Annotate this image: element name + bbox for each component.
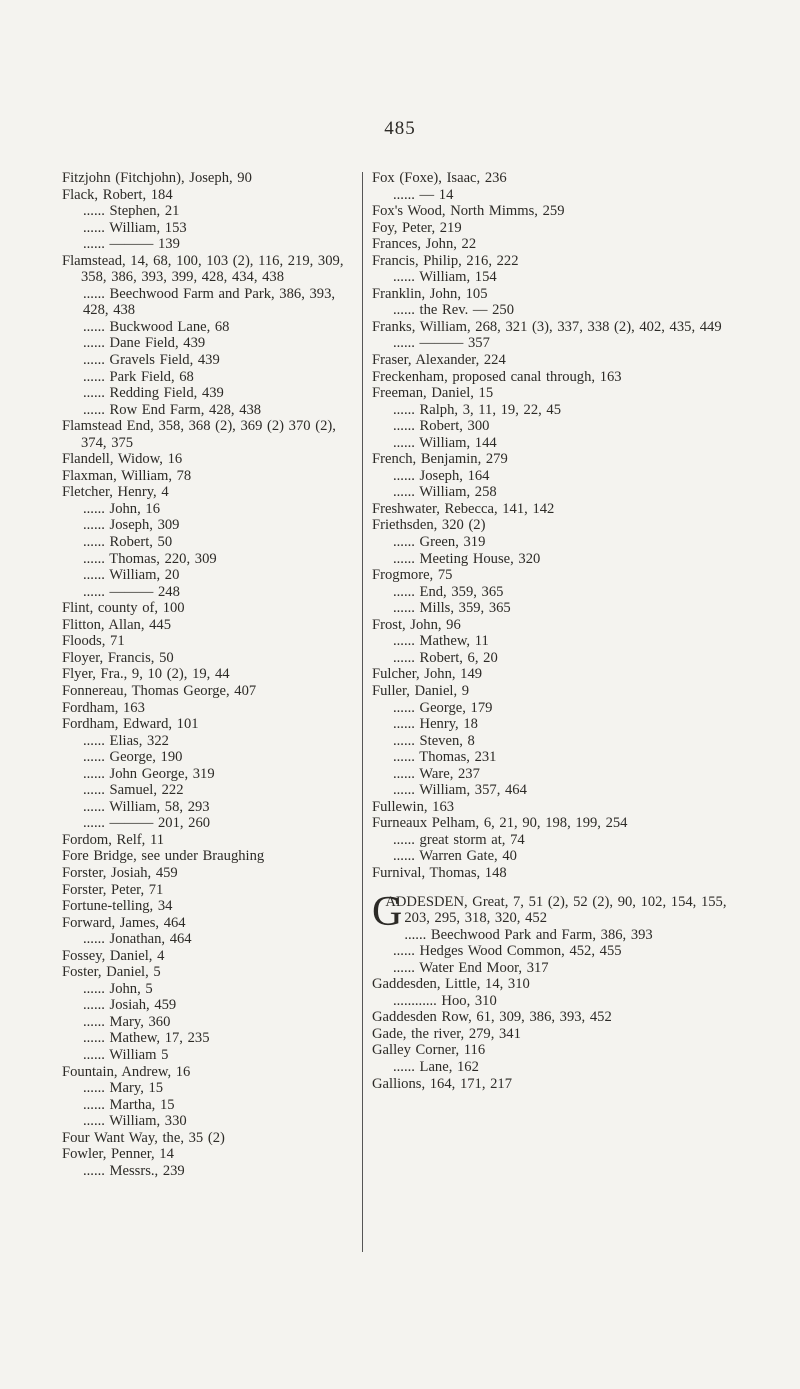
index-entry: ...... great storm at, 74 xyxy=(393,831,525,848)
index-entry-text: ADDESDEN, Great, 7, 51 (2), 52 (2), 90, 102, 154, 155, 203, 295, 318, 320, 452 xyxy=(385,893,727,927)
index-entry: ...... Row End Farm, 428, 438 xyxy=(83,401,262,418)
index-entry: French, Benjamin, 279 xyxy=(372,451,508,468)
page-number: 485 xyxy=(384,118,416,139)
index-entry: ...... Josiah, 459 xyxy=(83,997,177,1014)
index-entry: Floods, 71 xyxy=(62,633,125,650)
index-entry: Flack, Robert, 184 xyxy=(62,186,173,203)
index-entry: ...... ——— 139 xyxy=(83,236,180,253)
index-entry: ...... Warren Gate, 40 xyxy=(393,848,517,865)
index-entry: ...... John, 16 xyxy=(83,500,160,517)
index-entry: Frances, John, 22 xyxy=(372,236,477,253)
index-entry: ...... Joseph, 164 xyxy=(393,467,490,484)
index-entry: Fletcher, Henry, 4 xyxy=(62,484,169,501)
index-entry: Fraser, Alexander, 224 xyxy=(372,352,506,369)
index-entry: Fordom, Relf, 11 xyxy=(62,831,164,848)
index-entry: ...... Ware, 237 xyxy=(393,765,480,782)
index-entry: ...... Water End Moor, 317 xyxy=(393,959,549,976)
index-entry: Furnival, Thomas, 148 xyxy=(372,864,507,881)
index-entry: ...... John George, 319 xyxy=(83,765,215,782)
index-entry: Fuller, Daniel, 9 xyxy=(372,682,470,699)
index-entry: ...... End, 359, 365 xyxy=(393,583,504,600)
index-entry: Gaddesden Row, 61, 309, 386, 393, 452 xyxy=(372,1009,612,1026)
index-entry: Fulcher, John, 149 xyxy=(372,666,483,683)
index-entry: ...... Park Field, 68 xyxy=(83,368,194,385)
index-entry: Freeman, Daniel, 15 xyxy=(372,385,494,402)
index-entry: ...... Hedges Wood Common, 452, 455 xyxy=(393,943,622,960)
index-entry: Furneaux Pelham, 6, 21, 90, 198, 199, 254 xyxy=(372,815,628,832)
index-entry: ...... Gravels Field, 439 xyxy=(83,352,220,369)
index-entries-f xyxy=(372,170,750,882)
index-entry: Friethsden, 320 (2) xyxy=(372,517,486,534)
index-entry: Fullewin, 163 xyxy=(372,798,455,815)
index-entry: ...... ——— 248 xyxy=(83,583,180,600)
index-entry: ...... Jonathan, 464 xyxy=(83,931,192,948)
index-entry: ...... Robert, 6, 20 xyxy=(393,649,498,666)
index-entry: Flamstead End, 358, 368 (2), 369 (2) 370 (2), 374, 375 xyxy=(62,418,336,451)
index-entry: ...... William, 258 xyxy=(393,484,497,501)
index-entry: Fox's Wood, North Mimms, 259 xyxy=(372,203,565,220)
index-entry: Four Want Way, the, 35 (2) xyxy=(62,1129,225,1146)
index-entry: ...... George, 179 xyxy=(393,699,493,716)
index-entry: ...... William, 357, 464 xyxy=(393,782,527,799)
index-entry: ...... ——— 201, 260 xyxy=(83,815,211,832)
index-entry: ...... William, 144 xyxy=(393,434,497,451)
index-entry: ...... Samuel, 222 xyxy=(83,782,184,799)
index-entry: Freshwater, Rebecca, 141, 142 xyxy=(372,500,555,517)
index-entry: Franks, William, 268, 321 (3), 337, 338 (2), 402, 435, 449 xyxy=(372,318,722,335)
index-entry: Gallions, 164, 171, 217 xyxy=(372,1075,513,1092)
index-entry: ...... William, 330 xyxy=(83,1113,187,1130)
index-entry: Fowler, Penner, 14 xyxy=(62,1146,174,1163)
index-entry: Fossey, Daniel, 4 xyxy=(62,947,165,964)
index-entry: ...... Martha, 15 xyxy=(83,1096,175,1113)
index-entry: Fitzjohn (Fitchjohn), Joseph, 90 xyxy=(62,170,252,186)
index-entry: Flitton, Allan, 445 xyxy=(62,616,172,633)
index-entry: ...... Mary, 15 xyxy=(83,1080,164,1097)
index-entry: ...... Thomas, 231 xyxy=(393,749,497,766)
index-column-left xyxy=(62,170,360,1179)
index-entry: ...... Henry, 18 xyxy=(393,716,478,733)
index-entry: Foster, Daniel, 5 xyxy=(62,964,161,981)
index-entry: ...... William, 58, 293 xyxy=(83,798,210,815)
index-entry: ...... Stephen, 21 xyxy=(83,203,180,220)
index-entry: ...... Mathew, 17, 235 xyxy=(83,1030,210,1047)
index-entry: ...... Beechwood Park and Farm, 386, 393 xyxy=(404,926,653,943)
index-entry: ...... — 14 xyxy=(393,186,454,203)
index-entry: ...... William 5 xyxy=(83,1046,169,1063)
index-entry: Fountain, Andrew, 16 xyxy=(62,1063,191,1080)
index-entry: ...... Mathew, 11 xyxy=(393,633,489,650)
index-entry: Fox (Foxe), Isaac, 236 xyxy=(372,170,507,186)
column-divider xyxy=(362,172,363,1252)
index-entry: ...... Meeting House, 320 xyxy=(393,550,541,567)
index-entry: Fordham, 163 xyxy=(62,699,145,716)
index-entry: Fonnereau, Thomas George, 407 xyxy=(62,682,257,699)
index-entry: ...... William, 20 xyxy=(83,567,180,584)
index-entry: ...... the Rev. — 250 xyxy=(393,302,515,319)
index-entry: Gade, the river, 279, 341 xyxy=(372,1025,521,1042)
index-entry: ...... Mary, 360 xyxy=(83,1013,171,1030)
index-entry: Flaxman, William, 78 xyxy=(62,467,192,484)
drop-cap-initial: G xyxy=(372,888,403,935)
index-entry: Fore Bridge, see under Braughing xyxy=(62,848,265,865)
index-entry: ...... Beechwood Farm and Park, 386, 393, 428, 438 xyxy=(83,285,336,319)
index-entry: Flamstead, 14, 68, 100, 103 (2), 116, 219, 309, 358, 386, 393, 399, 428, 434, 438 xyxy=(62,252,344,286)
index-entry: ...... Robert, 50 xyxy=(83,534,173,551)
index-entry: Foy, Peter, 219 xyxy=(372,219,462,236)
index-entry: ...... Ralph, 3, 11, 19, 22, 45 xyxy=(393,401,562,418)
index-entry: Forster, Josiah, 459 xyxy=(62,864,178,881)
index-entry: Galley Corner, 116 xyxy=(372,1042,486,1059)
index-entry: ...... Green, 319 xyxy=(393,534,486,551)
index-entry: Fordham, Edward, 101 xyxy=(62,716,199,733)
index-entry: Franklin, John, 105 xyxy=(372,285,488,302)
index-column-right xyxy=(372,170,750,1092)
index-entry: Forward, James, 464 xyxy=(62,914,186,931)
index-entry: Flyer, Fra., 9, 10 (2), 19, 44 xyxy=(62,666,230,683)
index-entry: ...... Robert, 300 xyxy=(393,418,490,435)
index-entry: ...... William, 154 xyxy=(393,269,497,286)
index-entry: ...... Messrs., 239 xyxy=(83,1162,185,1179)
index-entry: ...... Steven, 8 xyxy=(393,732,475,749)
index-entry: Frogmore, 75 xyxy=(372,567,453,584)
index-entry: Flint, county of, 100 xyxy=(62,600,185,617)
index-entry: ...... Joseph, 309 xyxy=(83,517,180,534)
index-entry: ...... George, 190 xyxy=(83,749,183,766)
index-entry: ...... John, 5 xyxy=(83,980,153,997)
index-entry: ...... Elias, 322 xyxy=(83,732,169,749)
index-entry: Francis, Philip, 216, 222 xyxy=(372,252,519,269)
index-entry: Forster, Peter, 71 xyxy=(62,881,164,898)
index-entry: ............ Hoo, 310 xyxy=(393,992,497,1009)
index-entry: ...... Thomas, 220, 309 xyxy=(83,550,217,567)
index-entry: ...... William, 153 xyxy=(83,219,187,236)
index-entry: Fortune-telling, 34 xyxy=(62,898,173,915)
index-entry: ...... Lane, 162 xyxy=(393,1058,479,1075)
index-entry: ...... Redding Field, 439 xyxy=(83,385,224,402)
index-entry: ...... Mills, 359, 365 xyxy=(393,600,511,617)
index-entry: Gaddesden, Little, 14, 310 xyxy=(372,976,530,993)
index-entry: ...... ——— 357 xyxy=(393,335,490,352)
index-entry: Floyer, Francis, 50 xyxy=(62,649,174,666)
index-entry: ...... Dane Field, 439 xyxy=(83,335,206,352)
index-entry: Frost, John, 96 xyxy=(372,616,461,633)
index-entries-g xyxy=(372,927,750,1092)
index-entry: Flandell, Widow, 16 xyxy=(62,451,183,468)
index-entry: ...... Buckwood Lane, 68 xyxy=(83,318,230,335)
index-entry: Freckenham, proposed canal through, 163 xyxy=(372,368,622,385)
